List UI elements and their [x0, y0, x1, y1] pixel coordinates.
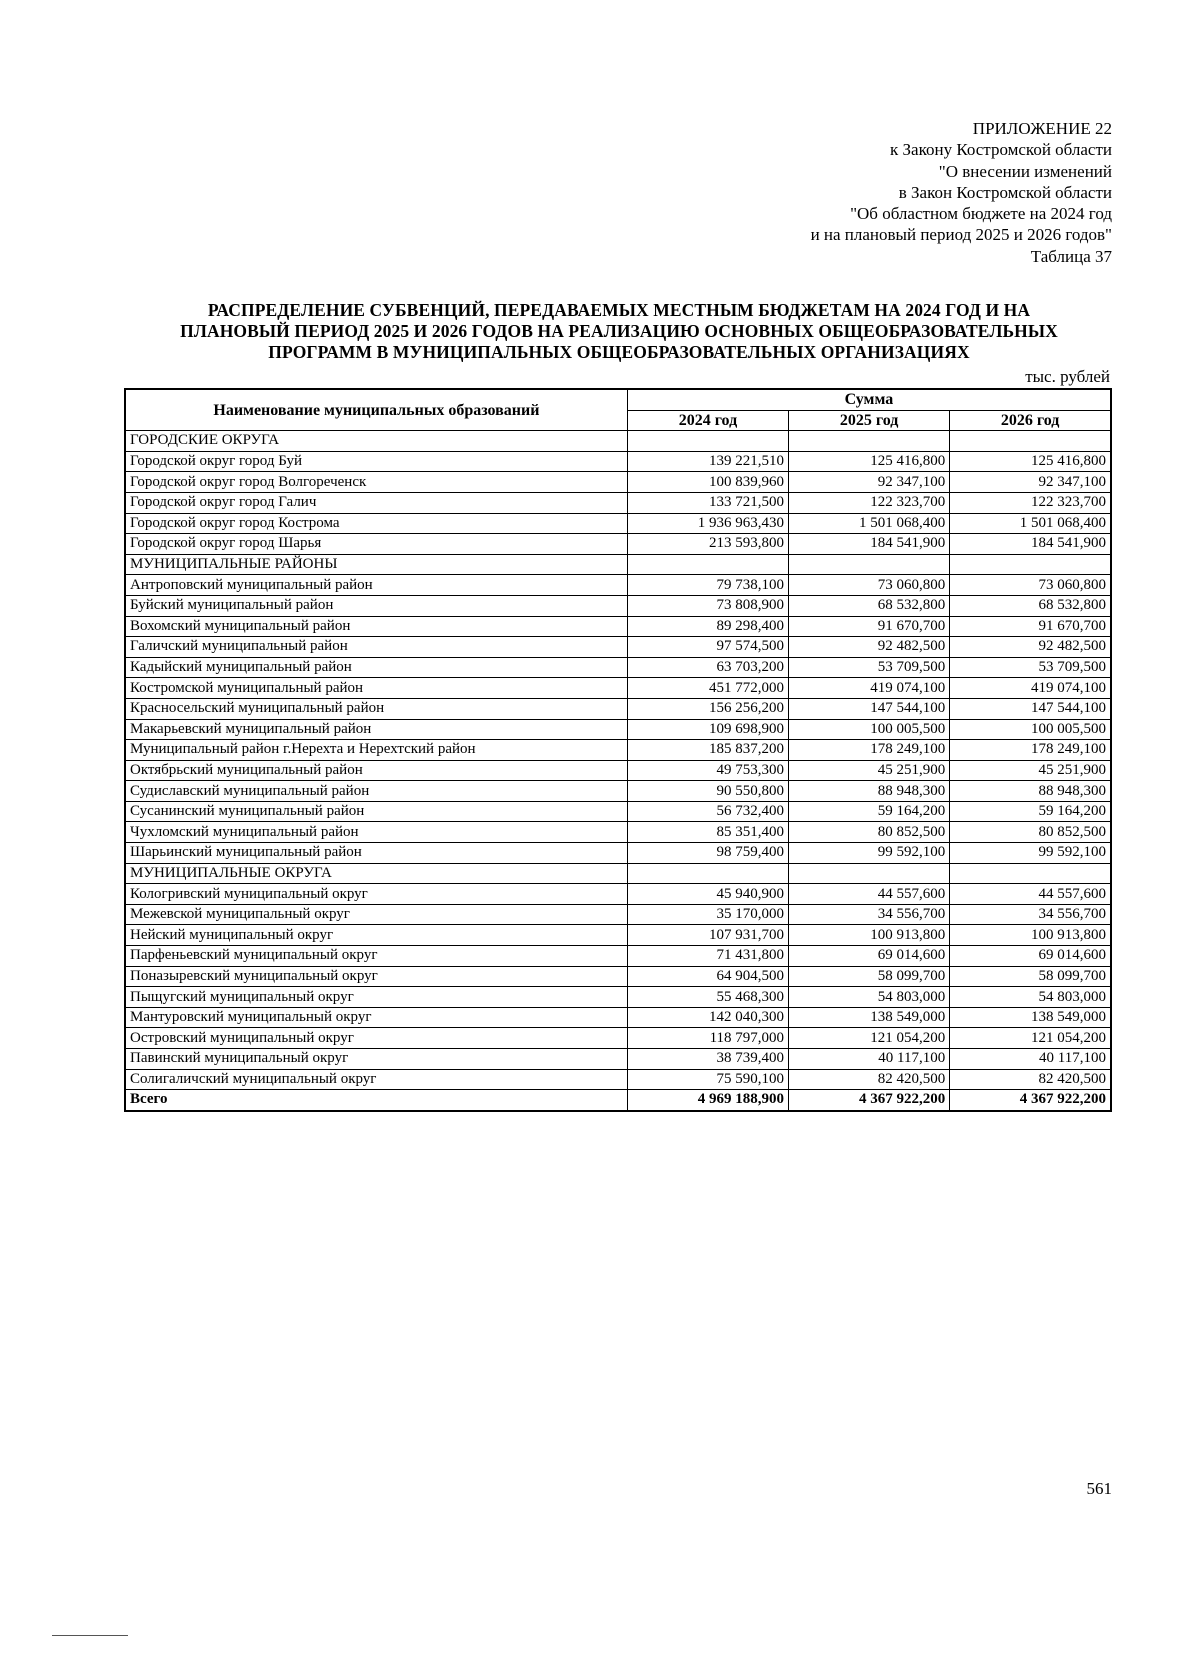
appendix-header: [612, 118, 1112, 267]
table-row: [125, 946, 1111, 967]
year-header-2026: 2026 год: [950, 410, 1111, 431]
municipality-name: Поназыревский муниципальный округ: [125, 966, 627, 987]
amount-2026: 92 347,100: [950, 472, 1111, 493]
amount-2024: 185 837,200: [627, 740, 788, 761]
amount-2024: 35 170,000: [627, 904, 788, 925]
amount-2026: 34 556,700: [950, 904, 1111, 925]
amount-2026: 184 541,900: [950, 534, 1111, 555]
amount-2025: 69 014,600: [789, 946, 950, 967]
municipality-name: Межевской муниципальный округ: [125, 904, 627, 925]
amount-2025: 100 005,500: [789, 719, 950, 740]
name-column-header: Наименование муниципальных образований: [125, 389, 627, 431]
amount-2026: 44 557,600: [950, 884, 1111, 905]
amount-2025: 73 060,800: [789, 575, 950, 596]
amount-2025: [789, 554, 950, 575]
section-name: МУНИЦИПАЛЬНЫЕ ОКРУГА: [125, 863, 627, 884]
amount-2025: 184 541,900: [789, 534, 950, 555]
amount-2026: [950, 554, 1111, 575]
table-row: [125, 966, 1111, 987]
amount-2026: 121 054,200: [950, 1028, 1111, 1049]
amount-2025: [789, 863, 950, 884]
amount-2025: 92 482,500: [789, 637, 950, 658]
municipality-name: Городской округ город Буй: [125, 451, 627, 472]
amount-2024: 133 721,500: [627, 492, 788, 513]
amount-2026: 419 074,100: [950, 678, 1111, 699]
table-row: [125, 925, 1111, 946]
municipality-name: Красносельский муниципальный район: [125, 698, 627, 719]
amount-2026: 53 709,500: [950, 657, 1111, 678]
table-row: [125, 472, 1111, 493]
amount-2026: 91 670,700: [950, 616, 1111, 637]
amount-2024: 1 936 963,430: [627, 513, 788, 534]
municipality-name: Солигаличский муниципальный округ: [125, 1069, 627, 1090]
header-line: "Об областном бюджете на 2024 год: [850, 204, 1112, 224]
amount-2025: 40 117,100: [789, 1049, 950, 1070]
municipality-name: Городской округ город Шарья: [125, 534, 627, 555]
amount-2026: 88 948,300: [950, 781, 1111, 802]
amount-2025: 147 544,100: [789, 698, 950, 719]
amount-2026: 59 164,200: [950, 801, 1111, 822]
amount-2024: 71 431,800: [627, 946, 788, 967]
table-row: [125, 719, 1111, 740]
amount-2026: 58 099,700: [950, 966, 1111, 987]
amount-2024: [627, 431, 788, 452]
year-header-2024: 2024 год: [627, 410, 788, 431]
table-row: [125, 781, 1111, 802]
table-row: [125, 595, 1111, 616]
document-title: [124, 300, 1114, 363]
table-row: [125, 1007, 1111, 1028]
amount-2024: 142 040,300: [627, 1007, 788, 1028]
municipality-name: Городской округ город Галич: [125, 492, 627, 513]
amount-2025: 59 164,200: [789, 801, 950, 822]
amount-2025: 53 709,500: [789, 657, 950, 678]
amount-2025: 54 803,000: [789, 987, 950, 1008]
sum-column-header: Сумма: [627, 389, 1111, 410]
amount-2024: 73 808,900: [627, 595, 788, 616]
section-name: ГОРОДСКИЕ ОКРУГА: [125, 431, 627, 452]
municipality-name: Вохомский муниципальный район: [125, 616, 627, 637]
table-row: [125, 884, 1111, 905]
total-label: Всего: [125, 1090, 627, 1111]
municipality-name: Мантуровский муниципальный округ: [125, 1007, 627, 1028]
amount-2024: 75 590,100: [627, 1069, 788, 1090]
units-label: тыс. рублей: [1025, 367, 1110, 386]
amount-2024: 4 969 188,900: [627, 1090, 788, 1111]
section-row: [125, 431, 1111, 452]
municipality-name: Парфеньевский муниципальный округ: [125, 946, 627, 967]
amount-2026: 54 803,000: [950, 987, 1111, 1008]
table-row: [125, 534, 1111, 555]
amount-2024: 45 940,900: [627, 884, 788, 905]
amount-2025: 45 251,900: [789, 760, 950, 781]
table-row: [125, 698, 1111, 719]
amount-2024: 63 703,200: [627, 657, 788, 678]
page-number: 561: [1086, 1479, 1112, 1498]
table-row: [125, 843, 1111, 864]
amount-2024: 90 550,800: [627, 781, 788, 802]
table-row: [125, 987, 1111, 1008]
amount-2024: 156 256,200: [627, 698, 788, 719]
municipality-name: Октябрьский муниципальный район: [125, 760, 627, 781]
municipality-name: Городской округ город Волгореченск: [125, 472, 627, 493]
amount-2025: 121 054,200: [789, 1028, 950, 1049]
amount-2026: 80 852,500: [950, 822, 1111, 843]
amount-2024: 118 797,000: [627, 1028, 788, 1049]
amount-2024: 213 593,800: [627, 534, 788, 555]
municipality-name: Нейский муниципальный округ: [125, 925, 627, 946]
amount-2024: 100 839,960: [627, 472, 788, 493]
table-row: [125, 616, 1111, 637]
amount-2026: 1 501 068,400: [950, 513, 1111, 534]
amount-2026: 45 251,900: [950, 760, 1111, 781]
table-row: [125, 657, 1111, 678]
amount-2026: 147 544,100: [950, 698, 1111, 719]
table-row: [125, 451, 1111, 472]
amount-2025: 58 099,700: [789, 966, 950, 987]
table-row: [125, 801, 1111, 822]
amount-2024: 107 931,700: [627, 925, 788, 946]
municipality-name: Буйский муниципальный район: [125, 595, 627, 616]
amount-2024: 56 732,400: [627, 801, 788, 822]
municipality-name: Муниципальный район г.Нерехта и Нерехтский район: [125, 740, 627, 761]
table-row: [125, 740, 1111, 761]
amount-2025: 68 532,800: [789, 595, 950, 616]
amount-2026: 92 482,500: [950, 637, 1111, 658]
amount-2026: 138 549,000: [950, 1007, 1111, 1028]
amount-2025: 122 323,700: [789, 492, 950, 513]
municipality-name: Кадыйский муниципальный район: [125, 657, 627, 678]
amount-2025: 178 249,100: [789, 740, 950, 761]
table-row: [125, 1069, 1111, 1090]
amount-2026: 99 592,100: [950, 843, 1111, 864]
title-line: РАСПРЕДЕЛЕНИЕ СУБВЕНЦИЙ, ПЕРЕДАВАЕМЫХ МЕСТНЫМ БЮДЖЕТАМ НА 2024 ГОД И НА: [207, 300, 1031, 320]
amount-2024: [627, 554, 788, 575]
municipality-name: Павинский муниципальный округ: [125, 1049, 627, 1070]
municipality-name: Антроповский муниципальный район: [125, 575, 627, 596]
amount-2024: 64 904,500: [627, 966, 788, 987]
amount-2025: 91 670,700: [789, 616, 950, 637]
amount-2024: 55 468,300: [627, 987, 788, 1008]
amount-2025: 125 416,800: [789, 451, 950, 472]
municipality-name: Островский муниципальный округ: [125, 1028, 627, 1049]
municipality-name: Макарьевский муниципальный район: [125, 719, 627, 740]
footer-divider: [52, 1635, 128, 1636]
amount-2025: 44 557,600: [789, 884, 950, 905]
amount-2025: 82 420,500: [789, 1069, 950, 1090]
table-row: [125, 1049, 1111, 1070]
table-number: Таблица 37: [1030, 246, 1112, 266]
municipality-name: Городской округ город Кострома: [125, 513, 627, 534]
amount-2026: 122 323,700: [950, 492, 1111, 513]
amount-2026: 82 420,500: [950, 1069, 1111, 1090]
amount-2024: 89 298,400: [627, 616, 788, 637]
amount-2025: 1 501 068,400: [789, 513, 950, 534]
municipality-name: Шарьинский муниципальный район: [125, 843, 627, 864]
amount-2024: 49 753,300: [627, 760, 788, 781]
amount-2026: 73 060,800: [950, 575, 1111, 596]
amount-2025: 419 074,100: [789, 678, 950, 699]
amount-2026: 69 014,600: [950, 946, 1111, 967]
amount-2026: [950, 431, 1111, 452]
amount-2024: 109 698,900: [627, 719, 788, 740]
amount-2026: 68 532,800: [950, 595, 1111, 616]
amount-2024: 139 221,510: [627, 451, 788, 472]
table-row: [125, 904, 1111, 925]
header-line: и на плановый период 2025 и 2026 годов": [810, 225, 1112, 245]
amount-2024: 97 574,500: [627, 637, 788, 658]
amount-2024: 79 738,100: [627, 575, 788, 596]
title-line: ПРОГРАММ В МУНИЦИПАЛЬНЫХ ОБЩЕОБРАЗОВАТЕЛЬНЫХ ОРГАНИЗАЦИЯХ: [268, 342, 970, 362]
amount-2026: [950, 863, 1111, 884]
year-header-2025: 2025 год: [789, 410, 950, 431]
section-row: [125, 554, 1111, 575]
amount-2026: 178 249,100: [950, 740, 1111, 761]
amount-2025: 34 556,700: [789, 904, 950, 925]
amount-2024: 85 351,400: [627, 822, 788, 843]
total-row: [125, 1090, 1111, 1111]
municipality-name: Костромской муниципальный район: [125, 678, 627, 699]
header-line: ПРИЛОЖЕНИЕ 22: [972, 119, 1112, 138]
amount-2025: 80 852,500: [789, 822, 950, 843]
header-line: "О внесении изменений: [938, 161, 1112, 181]
municipality-name: Кологривский муниципальный округ: [125, 884, 627, 905]
amount-2025: 88 948,300: [789, 781, 950, 802]
amount-2024: [627, 863, 788, 884]
table-row: [125, 492, 1111, 513]
table-row: [125, 1028, 1111, 1049]
amount-2025: 100 913,800: [789, 925, 950, 946]
municipality-name: Чухломский муниципальный район: [125, 822, 627, 843]
title-line: ПЛАНОВЫЙ ПЕРИОД 2025 И 2026 ГОДОВ НА РЕАЛИЗАЦИЮ ОСНОВНЫХ ОБЩЕОБРАЗОВАТЕЛЬНЫХ: [180, 321, 1058, 341]
header-line: к Закону Костромской области: [890, 140, 1112, 160]
municipality-name: Галичский муниципальный район: [125, 637, 627, 658]
municipality-name: Пыщугский муниципальный округ: [125, 987, 627, 1008]
amount-2025: 138 549,000: [789, 1007, 950, 1028]
amount-2026: 4 367 922,200: [950, 1090, 1111, 1111]
table-row: [125, 575, 1111, 596]
amount-2026: 100 005,500: [950, 719, 1111, 740]
amount-2024: 451 772,000: [627, 678, 788, 699]
amount-2026: 125 416,800: [950, 451, 1111, 472]
amount-2025: 92 347,100: [789, 472, 950, 493]
amount-2025: [789, 431, 950, 452]
amount-2024: 98 759,400: [627, 843, 788, 864]
amount-2024: 38 739,400: [627, 1049, 788, 1070]
subvention-table: [124, 388, 1112, 1112]
section-row: [125, 863, 1111, 884]
amount-2025: 99 592,100: [789, 843, 950, 864]
table-row: [125, 822, 1111, 843]
municipality-name: Судиславский муниципальный район: [125, 781, 627, 802]
table-row: [125, 760, 1111, 781]
header-line: в Закон Костромской области: [898, 182, 1112, 202]
amount-2026: 100 913,800: [950, 925, 1111, 946]
municipality-name: Сусанинский муниципальный район: [125, 801, 627, 822]
amount-2025: 4 367 922,200: [789, 1090, 950, 1111]
amount-2026: 40 117,100: [950, 1049, 1111, 1070]
table-row: [125, 513, 1111, 534]
table-row: [125, 637, 1111, 658]
table-row: [125, 678, 1111, 699]
table-body: [125, 431, 1111, 1111]
section-name: МУНИЦИПАЛЬНЫЕ РАЙОНЫ: [125, 554, 627, 575]
